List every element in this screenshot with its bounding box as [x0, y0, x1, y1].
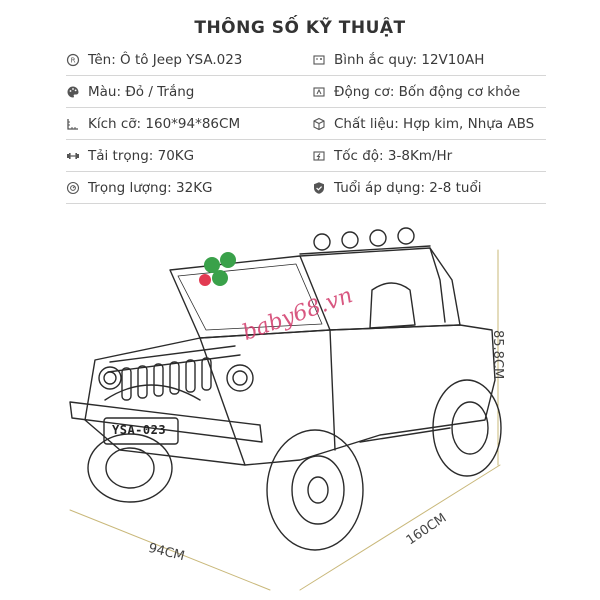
speed-icon [312, 149, 326, 163]
weight-scale-icon [66, 181, 80, 195]
seat [370, 283, 415, 328]
watermark: baby68.vn [239, 283, 357, 346]
spec-table [66, 44, 546, 204]
spec-battery: Bình ắc quy: 12V10AH [312, 52, 546, 68]
palette-icon [66, 85, 80, 99]
spec-color: Màu: Đỏ / Trắng [66, 84, 312, 100]
rear-wheel [433, 380, 501, 476]
headlight-left [99, 367, 121, 389]
spec-row [66, 108, 546, 140]
spec-motor: Động cơ: Bốn động cơ khỏe [312, 84, 546, 100]
spec-name: R Tên: Ô tô Jeep YSA.023 [66, 52, 312, 68]
jeep-drawing [0, 210, 600, 600]
license-plate-text: YSA-023 [112, 423, 167, 437]
registered-icon [66, 53, 80, 67]
battery-icon [312, 53, 326, 67]
dimension-lines [70, 250, 500, 590]
svg-text:R: R [70, 56, 76, 64]
motor-icon [312, 85, 326, 99]
dimension-height: 85.8CM [490, 330, 505, 380]
spec-row [66, 140, 546, 172]
dimension-width: 94CM [146, 540, 187, 565]
roof-lights [300, 228, 430, 254]
spec-speed: Tốc độ: 3-8Km/Hr [312, 148, 546, 164]
spec-row [66, 76, 546, 108]
spec-size: Kích cỡ: 160*94*86CM [66, 116, 312, 132]
spec-row [66, 44, 546, 76]
spec-material: Chất liệu: Hợp kim, Nhựa ABS [312, 116, 546, 132]
spec-weight: Trọng lượng: 32KG [66, 180, 312, 196]
ruler-icon [66, 117, 80, 131]
box-icon [312, 117, 326, 131]
headlight-right [227, 365, 253, 391]
dumbbell-icon [66, 149, 80, 163]
front-right-wheel [267, 430, 363, 550]
spec-row [66, 172, 546, 204]
brand-logo-icon [199, 252, 236, 286]
dimension-length: 160CM [403, 510, 450, 549]
page-title: THÔNG SỐ KỸ THUẬT [194, 18, 406, 38]
spec-age: Tuổi áp dụng: 2-8 tuổi [312, 180, 546, 196]
spec-load: Tải trọng: 70KG [66, 148, 312, 164]
shield-check-icon [312, 181, 326, 195]
